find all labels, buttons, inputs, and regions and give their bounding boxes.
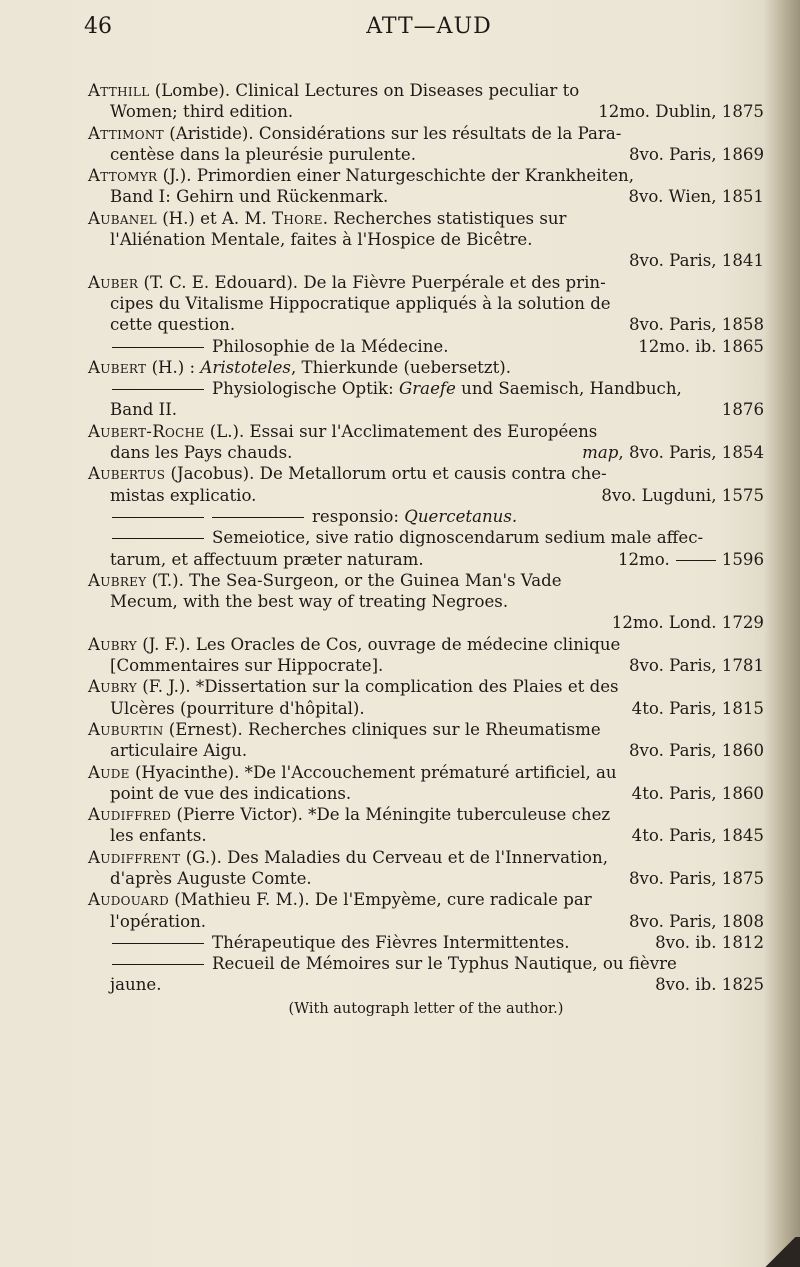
ditto-rule <box>112 389 204 390</box>
entry-author: Aude <box>88 762 130 782</box>
ditto-rule <box>676 560 716 561</box>
entry-author: Auber <box>88 272 139 292</box>
entry-line: dans les Pays chauds. map, 8vo. Paris, 1854 <box>110 443 764 463</box>
entry-author: Aubertus <box>88 464 166 484</box>
entry-line: Semeiotice, sive ratio dignoscendarum sedium male affec- <box>88 527 764 548</box>
entry-line: cipes du Vitalisme Hippocratique appliqués à la solution de <box>110 293 611 313</box>
entry-line: centèse dans la pleurésie purulente. 8vo. Paris, 1869 <box>110 144 764 164</box>
entry-line: Attomyr (J.). Primordien einer Naturgeschichte der Krankheiten, <box>88 166 634 186</box>
entry-author: Audiffred <box>88 805 172 825</box>
entry-line: Ulcères (pourriture d'hôpital). 4to. Paris, 1815 <box>110 698 764 718</box>
entry-line: Aubert-Roche (L.). Essai sur l'Acclimatement des Européens <box>88 421 598 441</box>
entry-line: Aude (Hyacinthe). *De l'Accouchement prématuré artificiel, au <box>88 762 617 782</box>
entry-line: Auburtin (Ernest). Recherches cliniques sur le Rheumatisme <box>88 719 601 739</box>
ditto-rule <box>112 538 204 539</box>
entry-line: Mecum, with the best way of treating Negroes. <box>110 592 509 612</box>
entry-line: articulaire Aigu. 8vo. Paris, 1860 <box>110 741 764 761</box>
entry-line: jaune. 8vo. ib. 1825 <box>110 975 764 995</box>
entry-line: Aubert (H.) : Aristoteles, Thierkunde (uebersetzt). <box>88 357 511 377</box>
entry-author: Atthill <box>88 81 150 100</box>
entry-line: Band I: Gehirn und Rückenmark. 8vo. Wien, 1851 <box>110 187 764 207</box>
ditto-rule <box>112 517 204 518</box>
page-corner <box>760 1237 800 1267</box>
entry-line: 12mo. Lond. 1729 <box>611 613 764 633</box>
entry-author: Attimont <box>88 123 164 143</box>
entry-line: [Commentaires sur Hippocrate]. 8vo. Paris, 1781 <box>110 656 764 676</box>
page-number: 46 <box>84 14 112 39</box>
entry-author: Aubrey <box>88 570 147 590</box>
page-header <box>84 10 774 46</box>
entry-author: Aubert-Roche <box>88 421 205 441</box>
entry-author: Aubanel <box>88 208 157 228</box>
entry-author: Aubry <box>88 634 138 654</box>
entry-line: Attimont (Aristide). Considérations sur les résultats de la Para- <box>88 123 622 143</box>
entry-line: Aubanel (H.) et A. M. Thore. Recherches statistiques sur <box>88 208 567 228</box>
entry-line: d'après Auguste Comte. 8vo. Paris, 1875 <box>110 868 764 888</box>
entry-line: Aubertus (Jacobus). De Metallorum ortu et causis contra che- <box>88 464 607 484</box>
entry-line: mistas explicatio. 8vo. Lugduni, 1575 <box>110 485 764 505</box>
running-head: ATT—AUD <box>366 14 492 39</box>
entry-line: Women; third edition. 12mo. Dublin, 1875 <box>110 102 764 122</box>
entry-line: Band II. 1876 <box>110 400 764 420</box>
entry-line: l'opération. 8vo. Paris, 1808 <box>110 911 764 931</box>
ditto-rule <box>112 964 204 965</box>
entry-line: Thérapeutique des Fièvres Intermittentes. 8vo. ib. 1812 <box>88 932 764 953</box>
entry-line: Audiffrent (G.). Des Maladies du Cerveau et de l'Innervation, <box>88 847 608 867</box>
entry-line: tarum, et affectuum præter naturam. 12mo. 1596 <box>110 549 764 569</box>
ditto-rule <box>112 347 204 348</box>
page-edge-shadow <box>764 0 800 1267</box>
ditto-rule <box>112 943 204 944</box>
entry-line: Audouard (Mathieu F. M.). De l'Empyème, cure radicale par <box>88 890 592 910</box>
entry-line: Recueil de Mémoires sur le Typhus Nautique, ou fièvre <box>88 953 764 974</box>
entry-line: Physiologische Optik: Graefe und Saemisch, Handbuch, <box>88 378 764 399</box>
entry-line: Atthill (Lombe). Clinical Lectures on Diseases peculiar to <box>88 81 580 100</box>
entry-line: Auber (T. C. E. Edouard). De la Fièvre Puerpérale et des prin- <box>88 272 606 292</box>
entry-line: cette question. 8vo. Paris, 1858 <box>110 315 764 335</box>
entry-line: Philosophie de la Médecine. 12mo. ib. 1865 <box>88 336 764 357</box>
entry-author: Auburtin <box>88 719 164 739</box>
ditto-rule <box>212 517 304 518</box>
entry-author: Attomyr <box>88 166 158 186</box>
entry-line: point de vue des indications. 4to. Paris, 1860 <box>110 783 764 803</box>
entry-line: 8vo. Paris, 1841 <box>628 251 764 271</box>
entry-line: Aubry (F. J.). *Dissertation sur la complication des Plaies et des <box>88 677 619 697</box>
entry-line: Aubrey (T.). The Sea-Surgeon, or the Guinea Man's Vade <box>88 570 562 590</box>
bibliography-list <box>88 80 764 1017</box>
entry-author: Aubert <box>88 357 147 377</box>
entry-line: responsio: Quercetanus. <box>88 506 764 527</box>
entry-author: Aubry <box>88 677 138 697</box>
entry-line: les enfants. 4to. Paris, 1845 <box>110 826 764 846</box>
entry-author: Audiffrent <box>88 847 181 867</box>
entry-line: Aubry (J. F.). Les Oracles de Cos, ouvrage de médecine clinique <box>88 634 621 654</box>
entry-line: Audiffred (Pierre Victor). *De la Méningite tuberculeuse chez <box>88 805 611 825</box>
entry-line: l'Aliénation Mentale, faites à l'Hospice de Bicêtre. <box>110 230 533 250</box>
entry-author: Audouard <box>88 890 170 910</box>
footnote: (With autograph letter of the author.) <box>288 1000 564 1017</box>
